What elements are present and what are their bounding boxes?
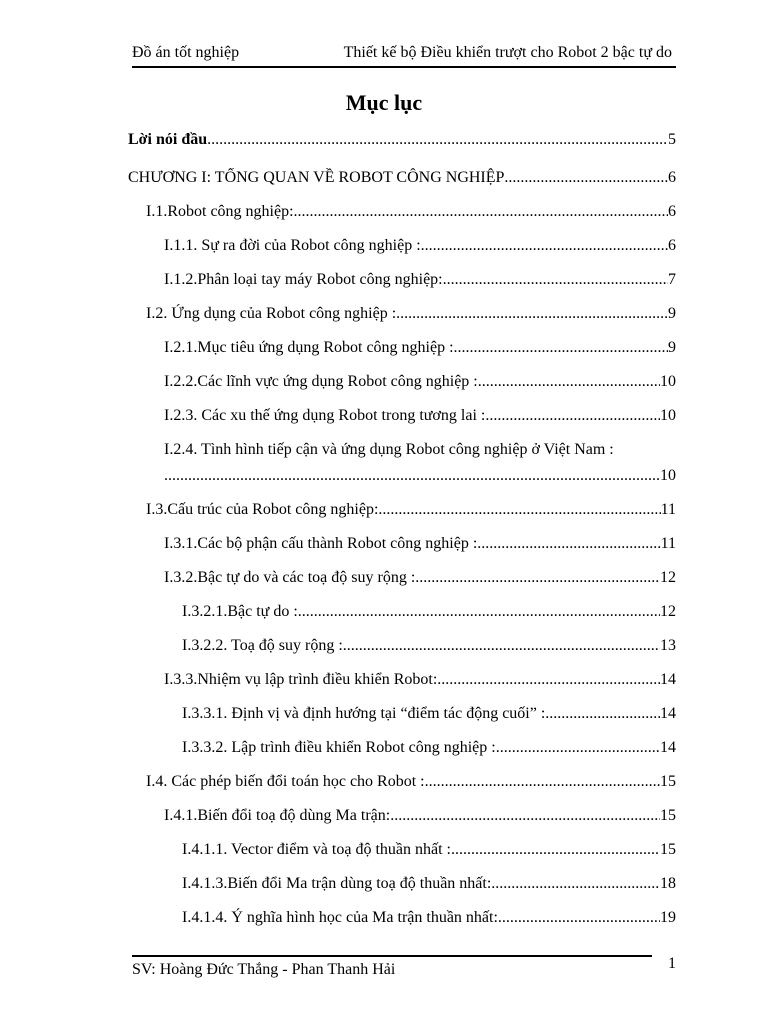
- toc-entry-i-3-2-2[interactable]: [182, 636, 676, 656]
- toc-entry-i-1-1[interactable]: [164, 236, 676, 256]
- toc-leader-dots: [451, 840, 660, 860]
- toc-entry-i-3-3-2[interactable]: [182, 738, 676, 758]
- toc-page-number: 7: [668, 271, 676, 288]
- toc-leader-dots: [298, 602, 660, 622]
- toc-entry-continuation: [164, 466, 676, 486]
- toc-leader-dots: [491, 874, 660, 894]
- toc-page-number: 15: [660, 807, 676, 824]
- toc-entry-text: I.4.1.3.Biến đổi Ma trận dùng toạ độ thuần nhất:: [182, 875, 492, 892]
- toc-entry-text: I.1.Robot công nghiệp:: [146, 203, 294, 220]
- toc-entry-i-3-2-1[interactable]: [182, 602, 676, 622]
- toc-page-number: 12: [660, 569, 676, 586]
- toc-entry-text: I.3.3.1. Định vị và định hướng tại “điểm tác động cuối” :: [182, 705, 546, 722]
- toc-entry-i-2-3[interactable]: [164, 406, 676, 426]
- toc-leader-dots: [545, 704, 660, 724]
- toc-leader-dots: [207, 130, 668, 150]
- footer-divider: [132, 955, 652, 957]
- toc-leader-dots: [425, 772, 660, 792]
- toc-leader-dots: [415, 568, 660, 588]
- header-project-type: Đồ án tốt nghiệp: [132, 44, 240, 61]
- toc-leader-dots: [485, 406, 660, 426]
- toc-entry-i-4-1-3[interactable]: [182, 874, 676, 894]
- toc-entry-text: I.1.2.Phân loại tay máy Robot công nghiệp:: [164, 271, 443, 288]
- toc-page-number: 6: [668, 203, 676, 220]
- toc-leader-dots: [498, 908, 660, 928]
- toc-entry-text: I.1.1. Sự ra đời của Robot công nghiệp :: [164, 237, 421, 254]
- toc-entry-i-3-2[interactable]: [164, 568, 676, 588]
- toc-entry-text: I.3.2.2. Toạ độ suy rộng :: [182, 637, 343, 654]
- toc-page-number: 19: [660, 909, 676, 926]
- toc-entry-i-2-1[interactable]: [164, 338, 676, 358]
- toc-entry-text: I.4.1.1. Vector điểm và toạ độ thuần nhất :: [182, 841, 451, 858]
- toc-entry-i-2[interactable]: [146, 304, 676, 324]
- toc-page-number: 10: [660, 373, 676, 390]
- toc-entry-i-1[interactable]: [146, 202, 676, 222]
- toc-leader-dots: [378, 500, 660, 520]
- toc-leader-dots: [477, 534, 660, 554]
- toc-leader-dots: [396, 304, 668, 324]
- toc-leader-dots: [421, 236, 668, 256]
- toc-entry-text: I.3.2.Bậc tự do và các toạ độ suy rộng :: [164, 569, 416, 586]
- toc-page-number: 15: [660, 773, 676, 790]
- toc-entry-text: Lời nói đầu: [128, 131, 208, 148]
- toc-entry-i-4[interactable]: [146, 772, 676, 792]
- toc-page-number: 15: [660, 841, 676, 858]
- toc-entry-text: I.2.3. Các xu thế ứng dụng Robot trong tương lai :: [164, 407, 486, 424]
- toc-page-number: 5: [668, 131, 676, 148]
- toc-leader-dots: [343, 636, 660, 656]
- toc-leader-dots: [294, 202, 668, 222]
- toc-entry-text: I.2.2.Các lĩnh vực ứng dụng Robot công nghiệp :: [164, 373, 478, 390]
- toc-page-number: 9: [668, 305, 676, 322]
- toc-entry-text: I.2.1.Mục tiêu ứng dụng Robot công nghiệp :: [164, 339, 454, 356]
- toc-entry-text: I.3.3.2. Lập trình điều khiển Robot công nghiệp :: [182, 739, 496, 756]
- toc-page-number: 6: [668, 237, 676, 254]
- page-footer: [132, 955, 684, 991]
- toc-page-number: 14: [660, 671, 676, 688]
- toc-entry-i-3[interactable]: [146, 500, 676, 520]
- toc-leader-dots: [454, 338, 668, 358]
- header-project-title: Thiết kế bộ Điều khiển trượt cho Robot 2 bậc tự do: [343, 44, 672, 61]
- toc-page-number: 6: [668, 169, 676, 186]
- footer-page-number: 1: [668, 955, 676, 972]
- toc-entry-text: I.4.1.Biến đổi toạ độ dùng Ma trận:: [164, 807, 391, 824]
- toc-title: Mục lục: [345, 90, 423, 115]
- toc-entry-text: I.4. Các phép biến đổi toán học cho Robot :: [146, 773, 425, 790]
- toc-leader-dots: [390, 806, 660, 826]
- toc-entry-i-4-1[interactable]: [164, 806, 676, 826]
- toc-page-number: 13: [660, 637, 676, 654]
- toc-leader-dots: [504, 168, 668, 188]
- toc-page-number: 9: [668, 339, 676, 356]
- toc-entry-text: I.2.4. Tình hình tiếp cận và ứng dụng Robot công nghiệp ở Việt Nam :: [164, 441, 614, 458]
- toc-entry-text: I.2. Ứng dụng của Robot công nghiệp :: [146, 305, 397, 322]
- toc-page-number: 12: [660, 603, 676, 620]
- toc-entry-text: I.3.2.1.Bậc tự do :: [182, 603, 298, 620]
- toc-leader-dots: [164, 466, 660, 486]
- toc-page-number: 18: [660, 875, 676, 892]
- toc-entry-i-3-3-1[interactable]: [182, 704, 676, 724]
- toc-entry-i-1-2[interactable]: [164, 270, 676, 290]
- toc-entry-text: I.4.1.4. Ý nghĩa hình học của Ma trận thuần nhất:: [182, 909, 498, 926]
- toc-entry-text: I.3.1.Các bộ phận cấu thành Robot công nghiệp :: [164, 535, 478, 552]
- toc-page-number: 14: [660, 739, 676, 756]
- footer-authors: SV: Hoàng Đức Thắng - Phan Thanh Hải: [132, 961, 396, 978]
- toc-leader-dots: [443, 270, 668, 290]
- toc-entry-i-2-2[interactable]: [164, 372, 676, 392]
- toc-entry-i-3-3[interactable]: [164, 670, 676, 690]
- toc-entry-i-3-1[interactable]: [164, 534, 676, 554]
- toc-page-number: 10: [660, 407, 676, 424]
- toc-entry-i-4-1-1[interactable]: [182, 840, 676, 860]
- toc-page-number: 10: [660, 467, 676, 484]
- toc-leader-dots: [478, 372, 660, 392]
- toc-leader-dots: [437, 670, 660, 690]
- toc-entry-chuong-1[interactable]: [128, 168, 676, 188]
- toc-leader-dots: [496, 738, 660, 758]
- toc-entry-loi-noi-dau[interactable]: [128, 130, 676, 150]
- toc-entry-text: CHƯƠNG I: TỔNG QUAN VỀ ROBOT CÔNG NGHIỆP: [128, 169, 505, 186]
- toc-entry-i-4-1-4[interactable]: [182, 908, 676, 928]
- toc-page-number: 11: [660, 501, 676, 518]
- toc-entry-text: I.3.3.Nhiệm vụ lập trình điều khiển Robot:: [164, 671, 438, 688]
- page-header: [132, 42, 676, 68]
- toc-page-number: 14: [660, 705, 676, 722]
- toc-page-number: 11: [660, 535, 676, 552]
- toc-entry-text: I.3.Cấu trúc của Robot công nghiệp:: [146, 501, 379, 518]
